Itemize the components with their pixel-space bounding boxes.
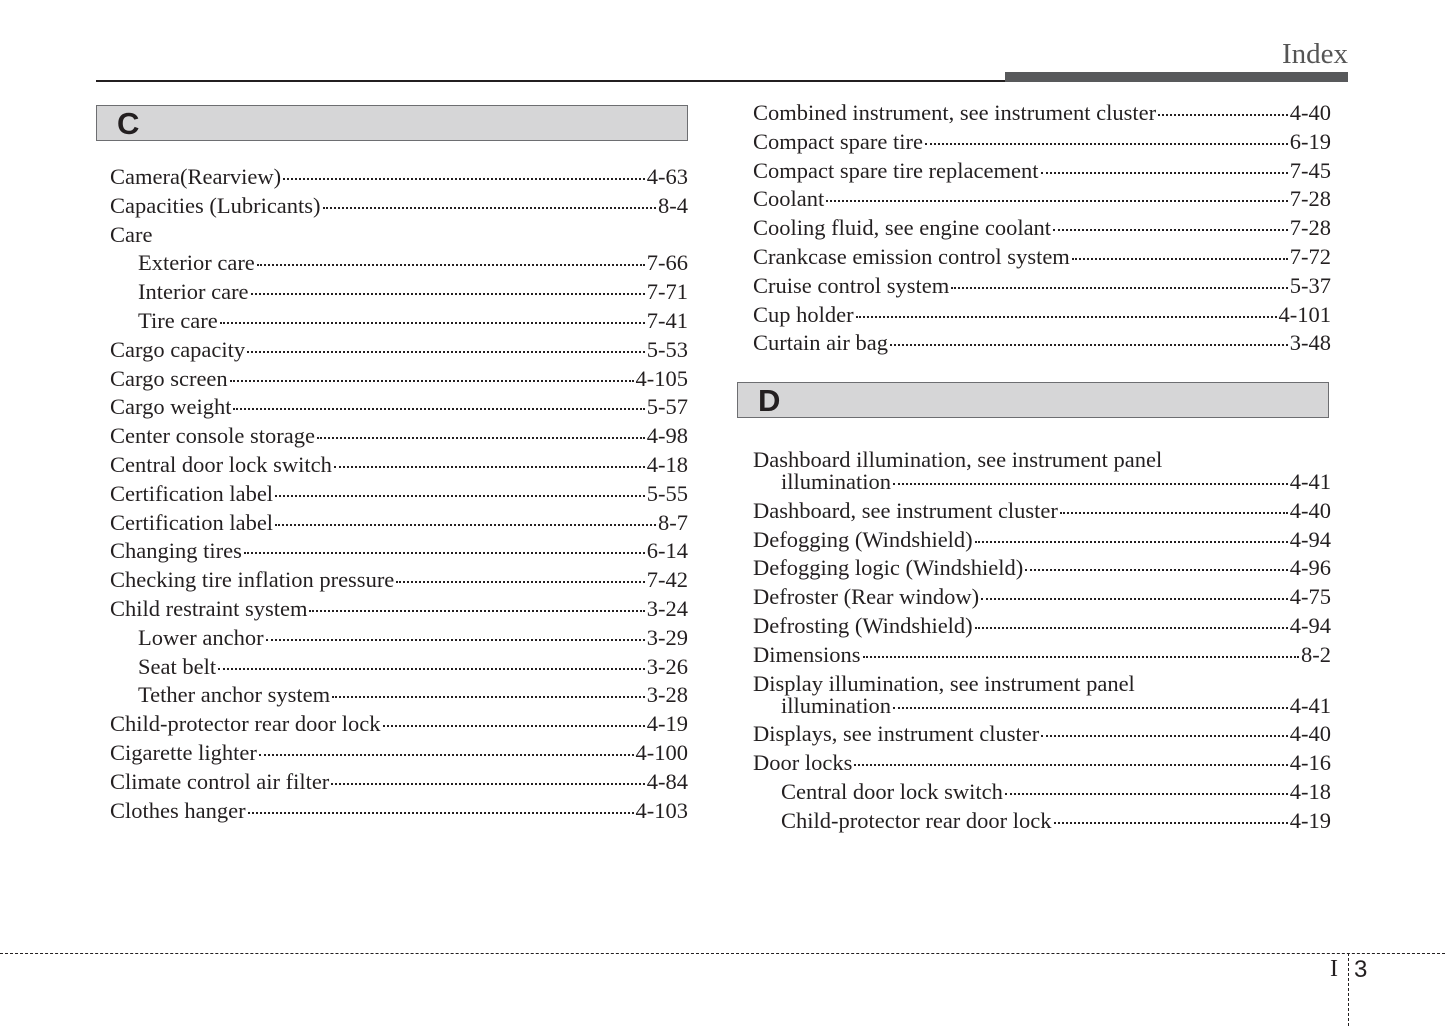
index-column-right-c xyxy=(753,99,1331,358)
section-heading-c: C xyxy=(96,105,688,141)
index-entry-page: 3-26 xyxy=(646,653,688,679)
index-entry-term: Displays, see instrument cluster xyxy=(753,721,1040,747)
index-entry-page: 5-53 xyxy=(646,336,688,362)
index-entry-term: Display illumination, see instrument panel xyxy=(753,670,1135,696)
dot-leader xyxy=(856,314,1277,318)
index-entry xyxy=(110,393,688,422)
dot-leader xyxy=(981,596,1288,600)
index-entry-page: 7-28 xyxy=(1289,215,1331,241)
index-entry-term: Seat belt xyxy=(138,653,217,679)
dot-leader xyxy=(1072,256,1288,260)
dot-leader xyxy=(826,198,1288,202)
index-entry-page: 7-42 xyxy=(646,567,688,593)
index-entry-page: 5-57 xyxy=(646,394,688,420)
index-entry xyxy=(753,526,1331,555)
dot-leader xyxy=(275,522,656,526)
index-entry-page: 7-66 xyxy=(646,250,688,276)
index-entry xyxy=(753,185,1331,214)
index-entry-page: 4-101 xyxy=(1278,301,1331,327)
dot-leader xyxy=(893,481,1288,485)
dot-leader xyxy=(925,141,1288,145)
index-entry-term: Exterior care xyxy=(138,250,255,276)
index-entry-term: Cup holder xyxy=(753,301,854,327)
index-entry-page: 4-103 xyxy=(635,797,688,823)
index-entry-term: Center console storage xyxy=(110,423,315,449)
index-entry-page: 3-29 xyxy=(646,624,688,650)
index-entry-term: Climate control air filter xyxy=(110,768,330,794)
footer-rule xyxy=(0,953,1445,954)
index-entry-term: Dimensions xyxy=(753,641,861,667)
index-entry-term: Defroster (Rear window) xyxy=(753,584,980,610)
dot-leader xyxy=(317,435,645,439)
index-entry-page: 3-28 xyxy=(646,682,688,708)
index-entry-term: Coolant xyxy=(753,186,825,212)
index-entry-page: 4-100 xyxy=(635,739,688,765)
index-entry xyxy=(753,214,1331,243)
dot-leader xyxy=(975,625,1288,629)
dot-leader xyxy=(323,205,656,209)
index-entry xyxy=(110,595,688,624)
index-entry-term: Tether anchor system xyxy=(138,682,331,708)
index-entry-page: 3-48 xyxy=(1289,330,1331,356)
header-accent-bar xyxy=(1005,72,1348,82)
footer-section-label: I xyxy=(1330,956,1338,982)
dot-leader xyxy=(251,291,645,295)
index-entry-page: 8-4 xyxy=(658,192,688,218)
dot-leader xyxy=(218,666,645,670)
index-entry-page: 7-72 xyxy=(1289,243,1331,269)
index-entry-page: 3-24 xyxy=(646,595,688,621)
index-entry-page: 4-18 xyxy=(646,451,688,477)
index-entry xyxy=(753,583,1331,612)
dot-leader xyxy=(383,723,645,727)
index-entry-page: 4-40 xyxy=(1289,100,1331,125)
index-entry-page: 4-96 xyxy=(1289,555,1331,581)
dot-leader xyxy=(275,493,645,497)
index-entry xyxy=(110,566,688,595)
index-entry-page: 4-75 xyxy=(1289,584,1331,610)
index-entry xyxy=(753,272,1331,301)
index-entry xyxy=(110,537,688,566)
index-entry xyxy=(110,509,688,538)
index-entry-term: Care xyxy=(110,221,153,247)
dot-leader xyxy=(890,342,1288,346)
index-entry-term: Changing tires xyxy=(110,538,242,564)
header-rule xyxy=(96,80,1006,82)
index-entry-term: Lower anchor xyxy=(138,624,264,650)
index-entry xyxy=(753,720,1331,749)
index-subentry xyxy=(110,249,688,278)
index-entry xyxy=(753,329,1331,358)
index-column-right-d xyxy=(753,446,1331,836)
index-entry-page: 4-40 xyxy=(1289,721,1331,747)
index-subentry xyxy=(753,807,1331,836)
index-entry-page: 5-37 xyxy=(1289,272,1331,298)
index-entry-page: 4-40 xyxy=(1289,497,1331,523)
index-entry-page: 4-41 xyxy=(1289,469,1331,494)
index-entry xyxy=(753,99,1331,128)
dot-leader xyxy=(233,406,644,410)
index-entry-page: 4-18 xyxy=(1289,778,1331,804)
index-entry-term: Dashboard, see instrument cluster xyxy=(753,497,1058,523)
index-entry-page: 7-41 xyxy=(646,307,688,333)
index-entry-term: Capacities (Lubricants) xyxy=(110,192,321,218)
footer-divider xyxy=(1348,953,1349,1026)
index-subentry xyxy=(110,278,688,307)
index-entry-term: Clothes hanger xyxy=(110,797,246,823)
dot-leader xyxy=(1060,510,1288,514)
index-entry xyxy=(753,612,1331,641)
index-entry xyxy=(110,797,688,826)
index-entry-term-continuation: illumination xyxy=(781,692,891,718)
index-entry xyxy=(753,670,1331,696)
dot-leader xyxy=(1054,820,1288,824)
index-entry xyxy=(753,243,1331,272)
index-entry-term: Tire care xyxy=(138,307,218,333)
index-entry-page: 7-45 xyxy=(1289,157,1331,183)
dot-leader xyxy=(331,781,644,785)
index-column-left xyxy=(110,163,688,825)
dot-leader xyxy=(1005,791,1288,795)
index-entry-term: Door locks xyxy=(753,750,853,776)
dot-leader xyxy=(975,539,1288,543)
index-entry-term: Cooling fluid, see engine coolant xyxy=(753,215,1052,241)
index-subentry xyxy=(110,653,688,682)
dot-leader xyxy=(951,285,1288,289)
index-subentry xyxy=(110,681,688,710)
index-entry-term: Child restraint system xyxy=(110,595,308,621)
dot-leader xyxy=(1041,170,1288,174)
index-entry-term: Certification label xyxy=(110,480,274,506)
page-header-title: Index xyxy=(1281,38,1348,70)
index-entry-term: Child-protector rear door lock xyxy=(781,807,1052,833)
dot-leader xyxy=(248,810,634,814)
index-entry xyxy=(753,641,1331,670)
index-entry xyxy=(110,192,688,221)
index-entry xyxy=(753,157,1331,186)
index-entry-page: 4-84 xyxy=(646,768,688,794)
dot-leader xyxy=(247,349,645,353)
index-entry-page: 7-28 xyxy=(1289,186,1331,212)
dot-leader xyxy=(257,262,645,266)
index-entry xyxy=(110,451,688,480)
index-entry xyxy=(753,497,1331,526)
footer-page-number: 3 xyxy=(1354,956,1368,983)
dot-leader xyxy=(334,464,645,468)
index-entry xyxy=(753,301,1331,330)
index-entry xyxy=(753,128,1331,157)
index-entry xyxy=(110,365,688,394)
index-entry-term: Cigarette lighter xyxy=(110,739,257,765)
index-entry xyxy=(753,749,1331,778)
index-entry-page: 5-55 xyxy=(646,480,688,506)
index-entry-page: 6-19 xyxy=(1289,128,1331,154)
index-subentry xyxy=(110,307,688,336)
index-entry-term: Child-protector rear door lock xyxy=(110,711,381,737)
dot-leader xyxy=(332,694,645,698)
index-entry xyxy=(753,446,1331,472)
index-entry-term: Dashboard illumination, see instrument panel xyxy=(753,447,1163,472)
dot-leader xyxy=(1158,112,1288,116)
index-entry-page: 4-94 xyxy=(1289,612,1331,638)
index-entry-page: 4-16 xyxy=(1289,750,1331,776)
index-entry-term: Central door lock switch xyxy=(781,778,1003,804)
index-entry-term: Cruise control system xyxy=(753,272,950,298)
index-entry-term: Cargo weight xyxy=(110,394,232,420)
index-entry xyxy=(110,480,688,509)
index-entry xyxy=(110,768,688,797)
index-entry-continuation xyxy=(753,468,1331,497)
dot-leader xyxy=(863,654,1299,658)
index-entry xyxy=(110,221,688,250)
index-entry-term: Crankcase emission control system xyxy=(753,243,1070,269)
index-entry xyxy=(110,739,688,768)
index-entry-page: 4-105 xyxy=(635,365,688,391)
index-subentry xyxy=(110,624,688,653)
index-entry xyxy=(110,163,688,192)
dot-leader xyxy=(1041,733,1288,737)
index-entry xyxy=(110,710,688,739)
index-entry-term: Interior care xyxy=(138,279,249,305)
index-entry-term: Cargo screen xyxy=(110,365,228,391)
index-entry-page: 4-19 xyxy=(646,711,688,737)
dot-leader xyxy=(854,762,1287,766)
dot-leader xyxy=(244,550,645,554)
dot-leader xyxy=(893,705,1288,709)
section-heading-d: D xyxy=(737,382,1329,418)
dot-leader xyxy=(259,752,634,756)
index-entry-page: 4-63 xyxy=(646,164,688,189)
index-entry-term: Defrosting (Windshield) xyxy=(753,612,973,638)
index-entry-term: Compact spare tire replacement xyxy=(753,157,1039,183)
index-entry-term-continuation: illumination xyxy=(781,469,891,494)
index-entry-term: Defogging (Windshield) xyxy=(753,526,973,552)
index-entry-term: Camera(Rearview) xyxy=(110,164,282,189)
index-entry-term: Checking tire inflation pressure xyxy=(110,567,395,593)
dot-leader xyxy=(396,579,644,583)
index-entry-term: Combined instrument, see instrument cluster xyxy=(753,100,1157,125)
index-entry-page: 4-41 xyxy=(1289,692,1331,718)
dot-leader xyxy=(309,608,644,612)
index-entry xyxy=(110,336,688,365)
index-entry-term: Compact spare tire xyxy=(753,128,923,154)
dot-leader xyxy=(1025,567,1287,571)
index-entry-page: 8-7 xyxy=(658,509,688,535)
index-entry-page: 4-94 xyxy=(1289,526,1331,552)
index-entry xyxy=(110,422,688,451)
dot-leader xyxy=(230,378,634,382)
index-entry-term: Cargo capacity xyxy=(110,336,246,362)
index-entry-page: 8-2 xyxy=(1301,641,1331,667)
index-entry-term: Central door lock switch xyxy=(110,451,332,477)
index-entry-page: 6-14 xyxy=(646,538,688,564)
dot-leader xyxy=(1053,227,1288,231)
index-entry-term: Certification label xyxy=(110,509,274,535)
index-entry xyxy=(753,554,1331,583)
dot-leader xyxy=(220,320,645,324)
index-subentry xyxy=(753,778,1331,807)
index-entry-term: Defogging logic (Windshield) xyxy=(753,555,1024,581)
index-entry-page: 4-98 xyxy=(646,423,688,449)
index-entry-term: Curtain air bag xyxy=(753,330,888,356)
index-entry-page: 7-71 xyxy=(646,279,688,305)
dot-leader xyxy=(266,637,645,641)
dot-leader xyxy=(283,176,645,180)
index-entry-page: 4-19 xyxy=(1289,807,1331,833)
